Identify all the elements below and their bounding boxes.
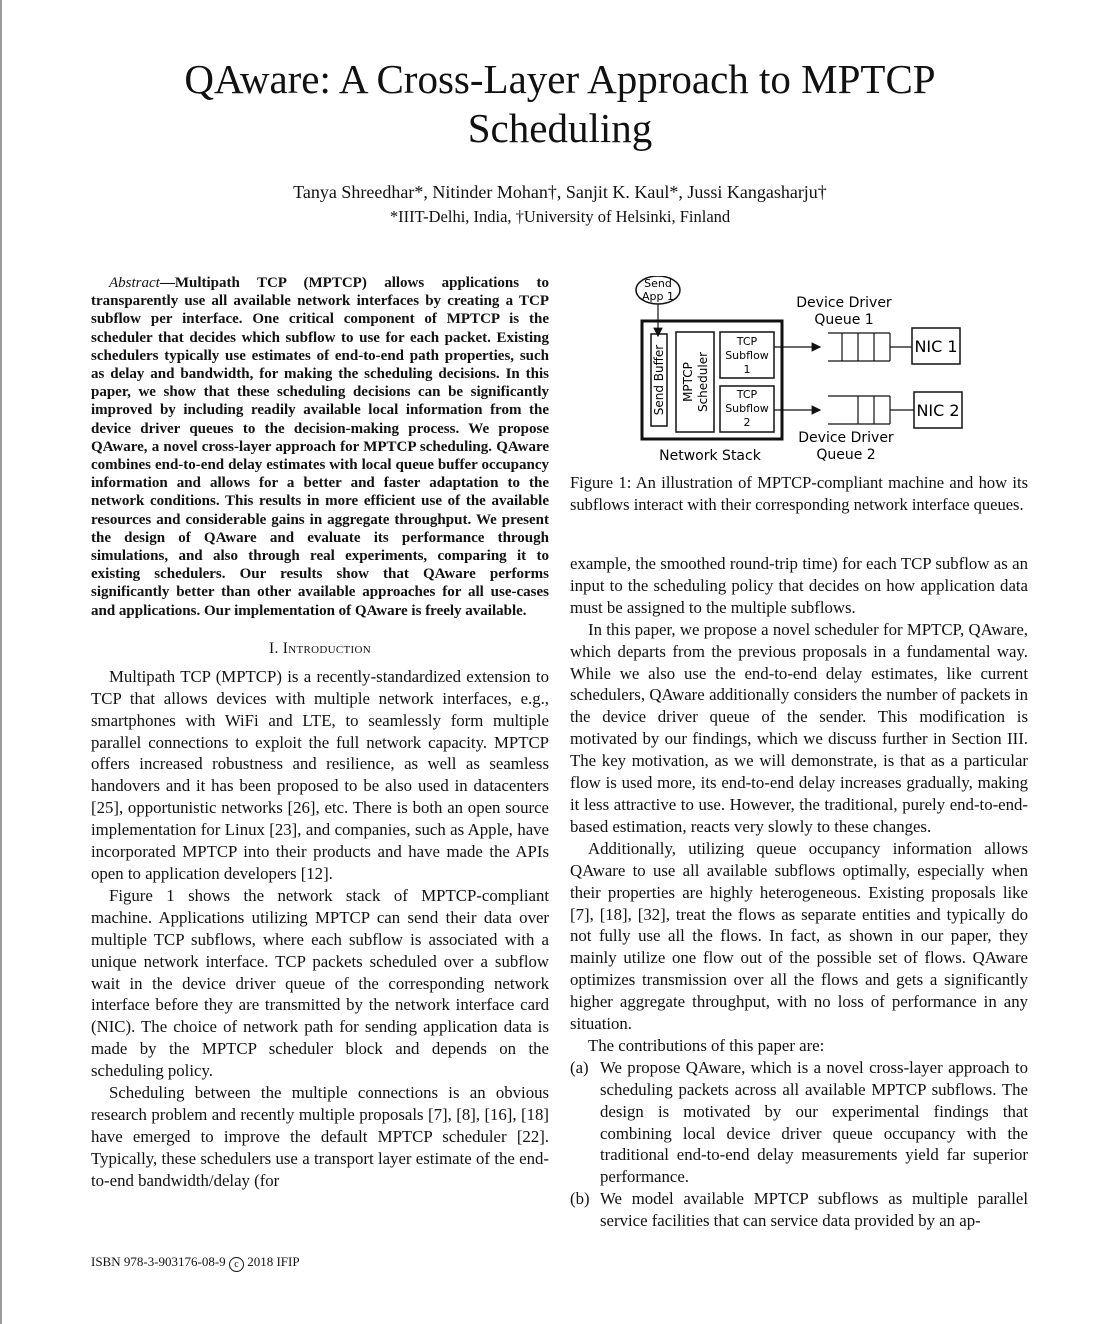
queue-1-label-1: Device Driver <box>796 295 892 311</box>
queue-2-label-1: Device Driver <box>798 430 894 446</box>
send-app-label-2: App 1 <box>642 290 674 303</box>
title-line-2: Scheduling <box>467 105 653 151</box>
copyright-symbol: c <box>229 1257 244 1272</box>
contribution-list <box>570 1057 1028 1232</box>
queue-2-label-2: Queue 2 <box>816 447 876 463</box>
subflow-2-label-2: Subflow <box>725 402 769 415</box>
contribution-item-b <box>570 1188 1028 1232</box>
isbn: ISBN 978-3-903176-08-9 <box>91 1254 226 1269</box>
figure-1-diagram <box>570 276 1028 466</box>
page-edge <box>0 0 2 1324</box>
scheduler-label-2: Scheduler <box>696 351 710 413</box>
subflow-2-label-1: TCP <box>736 388 758 401</box>
author-list: Tanya Shreedhar*, Nitinder Mohan†, Sanjit K. Kaul*, Jussi Kangasharju† <box>293 182 827 202</box>
abstract-lead: Abstract <box>109 275 160 291</box>
section-heading-introduction: I. Introduction <box>268 639 371 657</box>
title-line-1: QAware: A Cross-Layer Approach to MPTCP <box>184 56 936 102</box>
contribution-item-a <box>570 1057 1028 1188</box>
figure-1-caption: Figure 1: An illustration of MPTCP-compliant machine and how its subflows interact with their corresponding network interface queues. <box>570 473 1028 514</box>
device-driver-queue-1 <box>828 333 890 361</box>
intro-paragraph-1: Multipath TCP (MPTCP) is a recently-standardized extension to TCP that allows devices with multiple network interfaces, e.g., smartphones with WiFi and LTE, to seamlessly form multiple parallel connections to exploit the full network capacity. MPTCP offers increased robustness and resilience, as well as seamless handovers and it has been proposed to be also used in datacenters [25], opportunistic networks [26], etc. There is both an open source implementation for Linux [23], and companies, such as Apple, have incorporated MPTCP into their products and have made the APIs open to application developers [12]. <box>91 666 549 884</box>
contribution-label-b: (b) <box>570 1189 590 1209</box>
abstract <box>91 274 549 620</box>
scheduler-label-1: MPTCP <box>681 362 695 402</box>
contribution-label-a: (a) <box>570 1057 589 1077</box>
contribution-text-b: We model available MPTCP subflows as multiple parallel service facilities that can service data provided by an ap- <box>600 1189 1028 1231</box>
page-footer <box>91 1254 300 1272</box>
subflow-1-label-3: 1 <box>743 363 751 376</box>
abstract-text: —Multipath TCP (MPTCP) allows applications to transparently use all available network interfaces by creating a TCP subflow per interface. One critical component of MPTCP is the scheduler that decides which subflow to use for each packet. Existing schedulers typically use estimates of end-to-end path properties, such as delay and bandwidth, for making the scheduling decisions. In this paper, we show that these scheduling decisions can be significantly improved by including readily available local information from the device driver queues to the decision-making process. We propose QAware, a novel cross-layer approach for MPTCP scheduling. QAware combines end-to-end delay estimates with local queue buffer occupancy information and allows for a better and faster adaptation to the network conditions. This results in more efficient use of the available resources and considerable gains in aggregate throughput. We present the design of QAware and evaluate its performance through simulations, and also through real experiments, comparing it to existing schedulers. Our results show that QAware performs significantly better than other available approaches for all use-cases and applications. Our implementation of QAware is freely available. <box>91 275 549 619</box>
nic-2-label: NIC 2 <box>916 401 960 420</box>
send-app-label-1: Send <box>644 277 672 290</box>
paper-title <box>60 55 1060 153</box>
right-column <box>570 276 1028 1232</box>
copyright-text: 2018 IFIP <box>247 1254 300 1269</box>
subflow-1-label-2: Subflow <box>725 349 769 362</box>
intro-paragraph-3: Scheduling between the multiple connections is an obvious research problem and recently multiple proposals [7], [8], [16], [18] have emerged to improve the default MPTCP scheduler [22]. Typically, these schedulers use a transport layer estimate of the end-to-end bandwidth/delay (for <box>91 1083 549 1190</box>
subflow-2-label-3: 2 <box>743 416 751 429</box>
figure-1 <box>570 276 1028 466</box>
right-paragraph-4: The contributions of this paper are: <box>588 1035 825 1055</box>
affiliation-list: *IIIT-Delhi, India, †University of Helsinki, Finland <box>389 207 731 226</box>
right-paragraph-3: Additionally, utilizing queue occupancy information allows QAware to use all available subflows optimally, especially when their properties are highly heterogeneous. Existing proposals like [7], [18], [32], treat the flows as separate entities and typically do not fully use all the flows. In fact, as shown in our paper, they mainly utilize one flow out of the possible set of flows. QAware optimizes transmission over all the flows and gets a significantly higher aggregate throughput, with no loss of performance in any situation. <box>570 838 1028 1034</box>
queue-1-label-2: Queue 1 <box>814 312 874 328</box>
right-paragraph-2: In this paper, we propose a novel scheduler for MPTCP, QAware, which departs from the previous proposals in a fundamental way. While we also use the end-to-end delay estimates, like current schedulers, QAware additionally considers the number of packets in the device driver queue of the sender. This modification is motivated by our findings, which we discuss further in Section III. The key motivation, as we will demonstrate, is that as a particular flow is used more, its end-to-end delay increases gradually, making it less attractive to use. However, the traditional, purely end-to-end-based estimation, reacts very slowly to these changes. <box>570 619 1028 836</box>
intro-paragraph-2: Figure 1 shows the network stack of MPTCP-compliant machine. Applications utilizing MPTCP can send their data over multiple TCP subflows, where each subflow is associated with a unique network interface. TCP packets scheduled over a subflow wait in the device driver queue of the corresponding network interface before they are transmitted by the network interface card (NIC). The choice of network path for sending application data is made by the MPTCP scheduler block and depends on the scheduling policy. <box>91 885 549 1081</box>
column-spacer <box>570 515 1028 553</box>
device-driver-queue-2 <box>828 396 890 424</box>
send-buffer-label: Send Buffer <box>652 344 666 416</box>
left-column <box>91 274 549 1192</box>
subflow-1-label-1: TCP <box>736 335 758 348</box>
network-stack-label: Network Stack <box>659 448 761 464</box>
right-paragraph-1: example, the smoothed round-trip time) for each TCP subflow as an input to the scheduling policy that decides on how application data must be assigned to the multiple subflows. <box>570 554 1028 617</box>
nic-1-label: NIC 1 <box>914 337 958 356</box>
contribution-text-a: We propose QAware, which is a novel cross-layer approach to scheduling packets across all available MPTCP subflows. The design is motivated by our experimental findings that combining local device driver queue occupancy with the traditional end-to-end delay measurements yield far superior performance. <box>600 1057 1028 1187</box>
